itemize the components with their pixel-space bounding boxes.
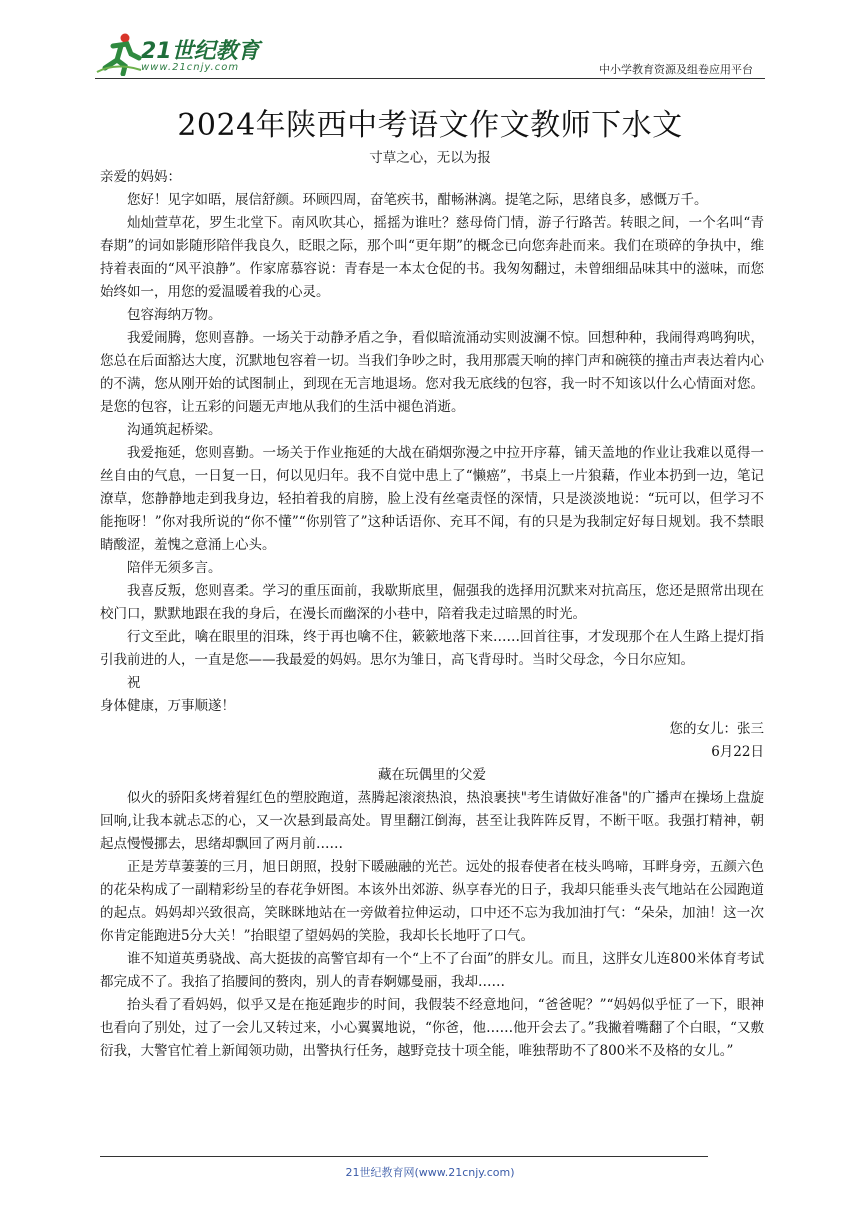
section-heading: 陪伴无须多言。 bbox=[127, 560, 222, 576]
paragraph: 行文至此，噙在眼里的泪珠，终于再也噙不住，簌簌地落下来……回首往事，才发现那个在人生路上提灯指引我前进的人，一直是您——我最爱的妈妈。思尔为雏日，高飞背母时。当时父母念，今日尔应知。 bbox=[100, 629, 764, 668]
header-divider bbox=[95, 78, 765, 79]
logo-url: www.21cnjy.com bbox=[141, 62, 240, 73]
footer-link[interactable]: 21世纪教育网(www.21cnjy.com) bbox=[345, 1166, 515, 1179]
logo-text: 21世纪教育 bbox=[141, 39, 260, 64]
section-heading: 沟通筑起桥梁。 bbox=[127, 422, 222, 438]
logo bbox=[95, 32, 265, 78]
paragraph: 抬头看了看妈妈，似乎又是在拖延跑步的时间，我假装不经意地问，“爸爸呢？”“妈妈似乎怔了一下，眼神也看向了别处，过了一会儿又转过来，小心翼翼地说，“你爸，他……他开会去了。”我撇着嘴翻了个白眼，“又敷衍我，大警官忙着上新闻领功勋，出警执行任务，越野竞技十项全能，唯独帮助不了800米不及格的女儿。” bbox=[100, 997, 764, 1059]
signature: 您的女儿：张三 bbox=[669, 721, 764, 737]
paragraph: 似火的骄阳炙烤着猩红色的塑胶跑道，蒸腾起滚滚热浪，热浪裹挟"考生请做好准备"的广播声在操场上盘旋回响,让我本就忐忑的心，又一次悬到最高处。胃里翻江倒海，甚至让我阵阵反胃，不断干呕。我强打精神，朝起点慢慢挪去，思绪却飘回了两月前…… bbox=[100, 790, 764, 852]
document-title: 2024年陕西中考语文作文教师下水文 bbox=[177, 108, 683, 143]
salutation: 亲爱的妈妈： bbox=[100, 169, 181, 185]
platform-label: 中小学教育资源及组卷应用平台 bbox=[599, 63, 753, 76]
paragraph: 灿灿萱草花，罗生北堂下。南风吹其心，摇摇为谁吐？慈母倚门情，游子行路苦。转眼之间，一个名叫“青春期”的词如影随形陪伴我良久，眨眼之际，那个叫“更年期”的概念已向您奔赴而来。我们在琐碎的争执中，维持着表面的“风平浪静”。作家席慕容说：青春是一本太仓促的书。我匆匆翻过，未曾细细品味其中的滋味，而您始终如一，用您的爱温暖着我的心灵。 bbox=[100, 215, 764, 300]
page-header bbox=[95, 28, 765, 80]
paragraph: 谁不知道英勇骁战、高大挺拔的高警官却有一个“上不了台面”的胖女儿。而且，这胖女儿连800米体育考试都完成不了。我掐了掐腰间的赘肉，别人的青春婀娜曼丽，我却…… bbox=[100, 951, 764, 990]
closing-wish: 祝 bbox=[127, 675, 141, 691]
closing-blessing: 身体健康，万事顺遂！ bbox=[100, 698, 235, 714]
document-body bbox=[100, 166, 764, 1063]
runner-logo-icon bbox=[95, 32, 145, 76]
paragraph: 正是芳草萋萋的三月，旭日朗照，投射下暖融融的光芒。远处的报春使者在枝头鸣啼，耳畔身旁，五颜六色的花朵构成了一副精彩纷呈的春花争妍图。本该外出郊游、纵享春光的日子，我却只能垂头丧气地站在公园跑道的起点。妈妈却兴致很高，笑眯眯地站在一旁做着拉伸运动，口中还不忘为我加油打气：“朵朵，加油！这一次你肯定能跑进5分大关！”抬眼望了望妈妈的笑脸，我却长长地吁了口气。 bbox=[100, 859, 764, 944]
essay-title: 寸草之心，无以为报 bbox=[369, 150, 491, 166]
paragraph: 我爱闹腾，您则喜静。一场关于动静矛盾之争，看似暗流涌动实则波澜不惊。回想种种，我闹得鸡鸣狗吠，您总在后面豁达大度，沉默地包容着一切。当我们争吵之时，我用那震天响的摔门声和碗筷的撞击声表达着内心的不满，您从刚开始的试图制止，到现在无言地退场。您对我无底线的包容，我一时不知该以什么心情面对您。是您的包容，让五彩的问题无声地从我们的生活中褪色消逝。 bbox=[100, 330, 764, 415]
letter-date: 6月22日 bbox=[711, 744, 764, 760]
paragraph: 我爱拖延，您则喜勤。一场关于作业拖延的大战在硝烟弥漫之中拉开序幕，铺天盖地的作业让我难以觅得一丝自由的气息，一日复一日，何以见归年。我不自觉中患上了“懒癌”，书桌上一片狼藉，作业本扔到一边，笔记潦草，您静静地走到我身边，轻拍着我的肩膀，脸上没有丝毫责怪的深情，只是淡淡地说：“玩可以，但学习不能拖呀！”你对我所说的“你不懂”“你别管了”这种话语你、充耳不闻，有的只是为我制定好每日规划。我不禁眼睛酸涩，羞愧之意涌上心头。 bbox=[100, 445, 764, 553]
paragraph: 您好！见字如晤，展信舒颜。环顾四周，奋笔疾书，酣畅淋漓。提笔之际，思绪良多，感慨万千。 bbox=[127, 192, 708, 208]
section-heading: 包容海纳万物。 bbox=[127, 307, 222, 323]
footer-divider bbox=[100, 1156, 708, 1157]
essay2-title: 藏在玩偶里的父爱 bbox=[378, 767, 486, 783]
paragraph: 我喜反叛，您则喜柔。学习的重压面前，我歇斯底里，倔强我的选择用沉默来对抗高压，您还是照常出现在校门口，默默地跟在我的身后，在漫长而幽深的小巷中，陪着我走过暗黑的时光。 bbox=[100, 583, 764, 622]
